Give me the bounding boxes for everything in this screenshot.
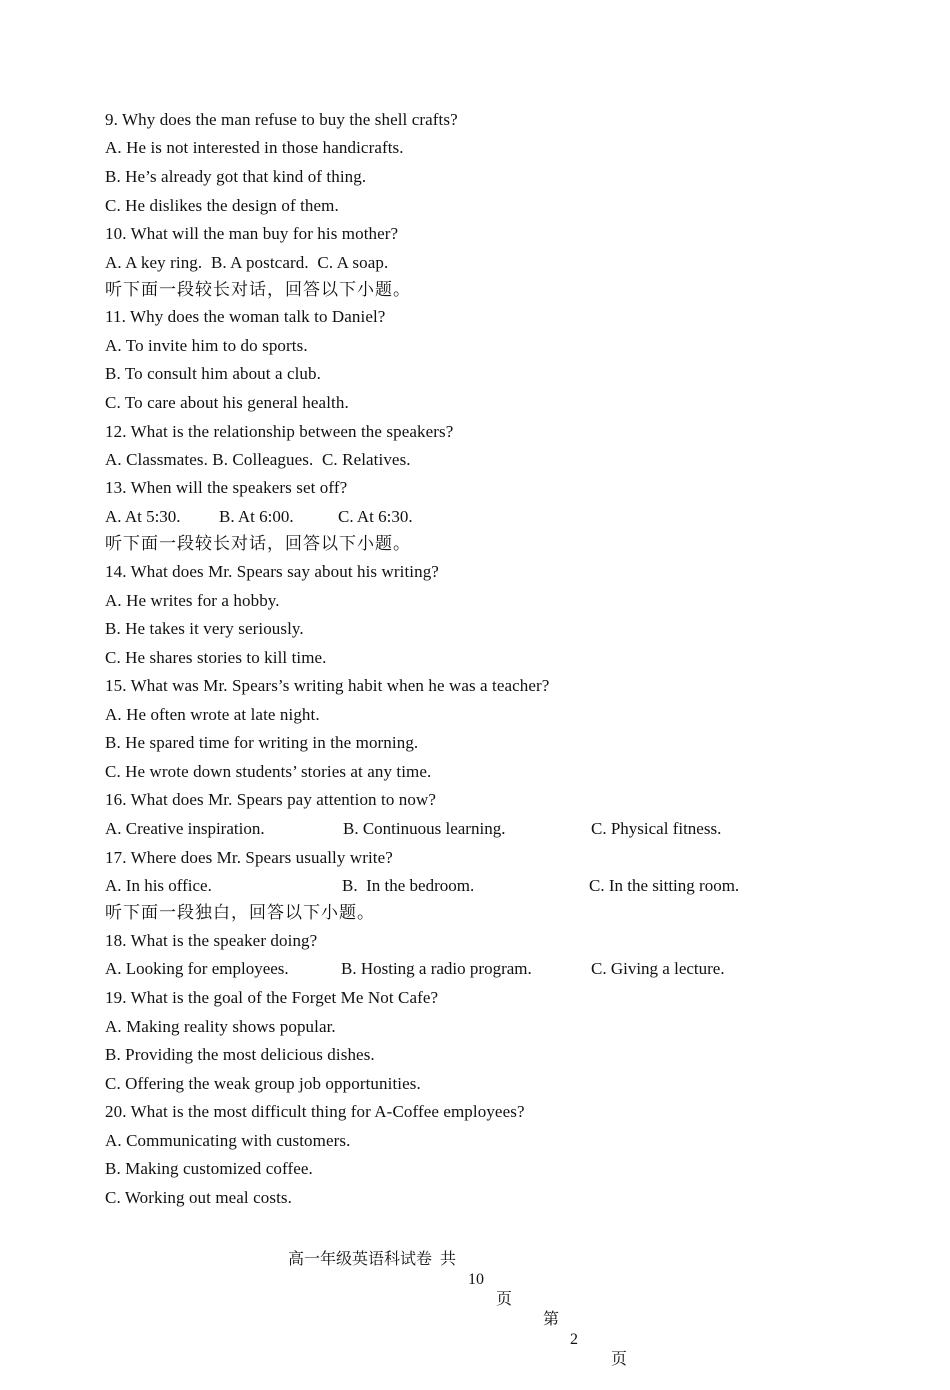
option-9b: B. He’s already got that kind of thing. (105, 167, 367, 186)
footer-page-word: 页 (496, 1291, 513, 1308)
option-19a: A. Making reality shows popular. (105, 1017, 336, 1036)
question-17: 17. Where does Mr. Spears usually write? (105, 848, 393, 867)
question-11: 11. Why does the woman talk to Daniel? (105, 307, 386, 326)
option-17b: B. In the bedroom. (342, 876, 475, 895)
question-16: 16. What does Mr. Spears pay attention to now? (105, 790, 437, 809)
option-20b: B. Making customized coffee. (105, 1159, 313, 1178)
option-16a: A. Creative inspiration. (105, 819, 265, 838)
option-17c: C. In the sitting room. (589, 876, 740, 895)
question-13: 13. When will the speakers set off? (105, 478, 348, 497)
page-footer (0, 1230, 950, 1390)
question-18: 18. What is the speaker doing? (105, 931, 318, 950)
options-12: A. Classmates. B. Colleagues. C. Relatives. (105, 450, 411, 469)
option-13b: B. At 6:00. (219, 507, 294, 526)
option-15a: A. He often wrote at late night. (105, 705, 320, 724)
question-14: 14. What does Mr. Spears say about his writing? (105, 562, 439, 581)
option-15b: B. He spared time for writing in the morning. (105, 733, 419, 752)
option-18c: C. Giving a lecture. (591, 959, 725, 978)
option-15c: C. He wrote down students’ stories at any time. (105, 762, 432, 781)
option-14c: C. He shares stories to kill time. (105, 648, 327, 667)
option-19c: C. Offering the weak group job opportunities. (105, 1074, 421, 1093)
option-9c: C. He dislikes the design of them. (105, 196, 339, 215)
question-10: 10. What will the man buy for his mother? (105, 224, 399, 243)
question-15: 15. What was Mr. Spears’s writing habit when he was a teacher? (105, 676, 550, 695)
option-14a: A. He writes for a hobby. (105, 591, 280, 610)
option-18a: A. Looking for employees. (105, 959, 289, 978)
option-18b: B. Hosting a radio program. (341, 959, 532, 978)
option-16c: C. Physical fitness. (591, 819, 722, 838)
question-19: 19. What is the goal of the Forget Me Not Cafe? (105, 988, 439, 1007)
option-13c: C. At 6:30. (338, 507, 413, 526)
footer-ye: 页 (611, 1351, 628, 1368)
option-14b: B. He takes it very seriously. (105, 619, 304, 638)
option-16b: B. Continuous learning. (343, 819, 506, 838)
footer-title: 高一年级英语科试卷 共 (288, 1251, 457, 1268)
option-11b: B. To consult him about a club. (105, 364, 321, 383)
question-12: 12. What is the relationship between the speakers? (105, 422, 454, 441)
options-10: A. A key ring. B. A postcard. C. A soap. (105, 253, 389, 272)
question-9: 9. Why does the man refuse to buy the shell crafts? (105, 110, 458, 129)
option-19b: B. Providing the most delicious dishes. (105, 1045, 375, 1064)
section-instruction: 听下面一段较长对话，回答以下小题。 (105, 280, 411, 299)
option-11a: A. To invite him to do sports. (105, 336, 308, 355)
option-20a: A. Communicating with customers. (105, 1131, 351, 1150)
option-17a: A. In his office. (105, 876, 212, 895)
option-20c: C. Working out meal costs. (105, 1188, 292, 1207)
question-20: 20. What is the most difficult thing for A-Coffee employees? (105, 1102, 525, 1121)
footer-total-pages: 10 (468, 1271, 484, 1288)
footer-current-page: 2 (570, 1331, 578, 1348)
section-instruction: 听下面一段独白，回答以下小题。 (105, 903, 375, 922)
option-11c: C. To care about his general health. (105, 393, 349, 412)
option-13a: A. At 5:30. (105, 507, 181, 526)
option-9a: A. He is not interested in those handicrafts. (105, 138, 404, 157)
footer-di: 第 (543, 1311, 560, 1328)
section-instruction: 听下面一段较长对话，回答以下小题。 (105, 534, 411, 553)
